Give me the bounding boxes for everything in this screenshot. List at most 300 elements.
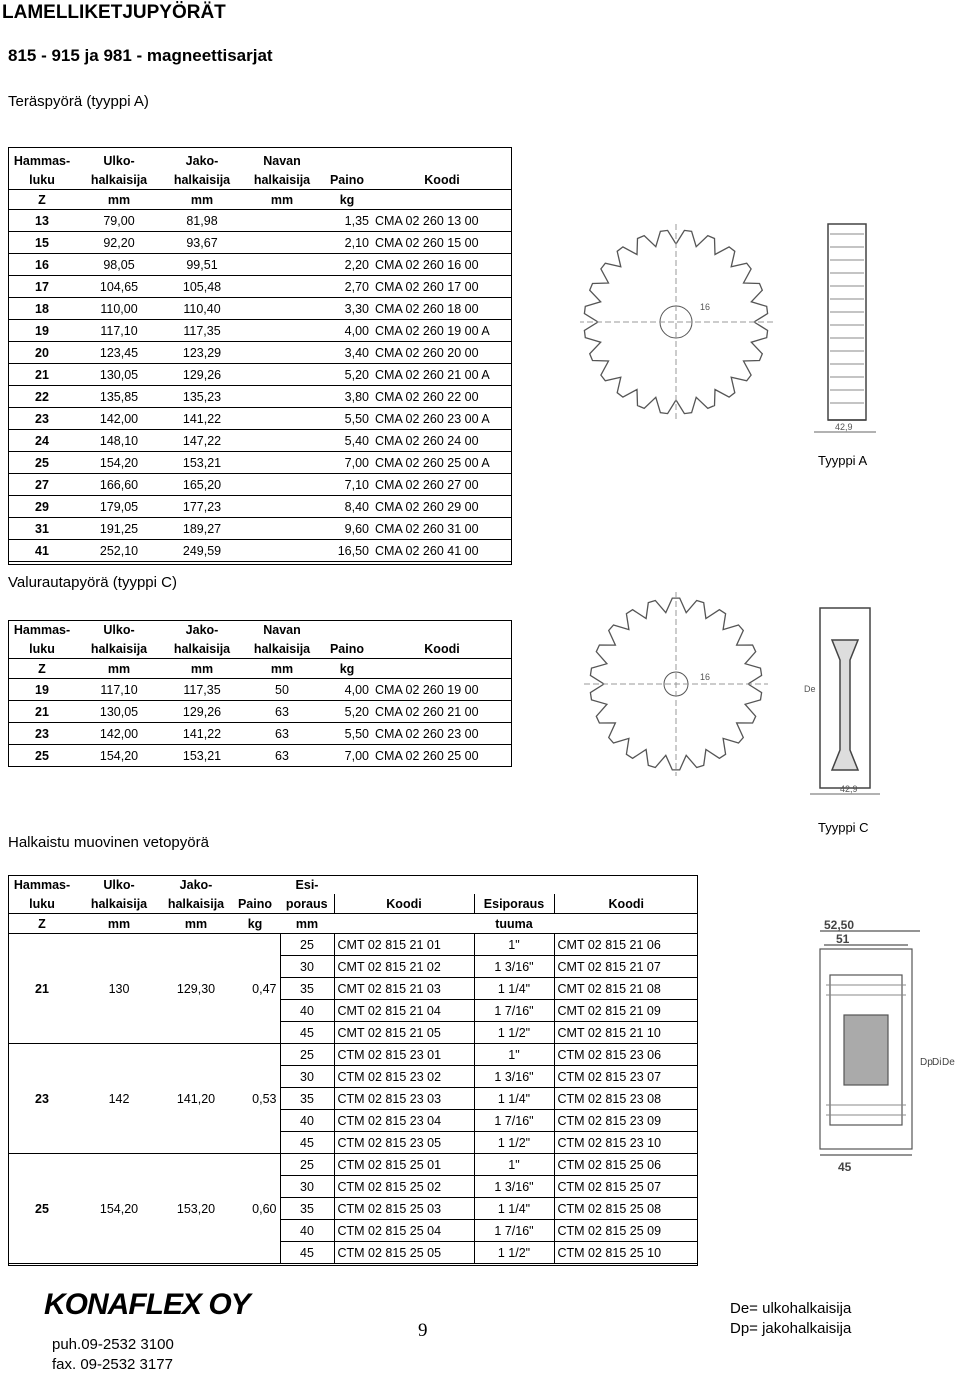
footer-phone: puh.09-2532 3100: [52, 1336, 174, 1353]
table-a-cell: CMA 02 260 16 00: [372, 254, 512, 276]
table-c-cell: 117,10: [76, 679, 162, 701]
table-c-cell: 23: [8, 723, 76, 745]
table-m-cell: CMT 02 815 21 06: [554, 934, 698, 956]
table-m-group-cell: 153,20: [162, 1154, 230, 1264]
table-m-cell: 45: [280, 1132, 334, 1154]
table-a-cell: 81,98: [162, 210, 242, 232]
table-m-cell: CMT 02 815 21 05: [334, 1022, 474, 1044]
drawing-m-dim-5: De: [942, 1057, 955, 1068]
table-a-cell: 25: [8, 452, 76, 474]
table-a-cell: 135,85: [76, 386, 162, 408]
table-row: [8, 679, 512, 701]
table-a-cell: 21: [8, 364, 76, 386]
sprocket-m-drawing: [780, 915, 955, 1215]
table-m-header-cell: halkaisija: [76, 894, 162, 914]
table-c-unit-cell: Z: [8, 659, 76, 679]
table-row: [8, 701, 512, 723]
table-m-unit-cell: mm: [162, 914, 230, 934]
table-c-cell: 63: [242, 701, 322, 723]
table-a-cell: 99,51: [162, 254, 242, 276]
table-c-header-cell: halkaisija: [242, 639, 322, 659]
table-m-cell: 1 3/16": [474, 1066, 554, 1088]
table-m-header-cell: Hammas-: [13, 877, 71, 892]
section-m-heading: Halkaistu muovinen vetopyörä: [8, 834, 209, 851]
table-m-header-row: [8, 894, 698, 914]
table-a-cell: 17: [8, 276, 76, 298]
drawing-c-dim-16: 16: [700, 672, 711, 682]
table-m-cell: CMT 02 815 21 01: [334, 934, 474, 956]
table-m-unit-cell: mm: [76, 914, 162, 934]
sprocket-c-side-view: [820, 608, 870, 788]
table-c-unit-cell: kg: [322, 659, 372, 679]
table-a-cell: 29: [8, 496, 76, 518]
table-c-cell: 63: [242, 745, 322, 767]
table-a-cell: 41: [8, 540, 76, 562]
table-m-units-row: [8, 914, 698, 934]
table-a-cell: CMA 02 260 29 00: [372, 496, 512, 518]
table-m-cell: 1 1/4": [474, 1198, 554, 1220]
table-m-cell: CTM 02 815 23 01: [334, 1044, 474, 1066]
table-a-cell: CMA 02 260 21 00 A: [372, 364, 512, 386]
table-a-cell: [242, 408, 322, 430]
table-row: [8, 934, 698, 956]
table-a-cell: 9,60: [322, 518, 372, 540]
table-a-cell: 93,67: [162, 232, 242, 254]
table-c-cell: CMA 02 260 25 00: [372, 745, 512, 767]
table-c-cell: 7,00: [322, 745, 372, 767]
table-m-cell: CMT 02 815 21 09: [554, 1000, 698, 1022]
drawing-a-dim-42: 42,9: [835, 422, 853, 432]
section-a-heading: Teräspyörä (tyyppi A): [8, 93, 149, 110]
table-c-cell: 5,20: [322, 701, 372, 723]
table-m-cell: CMT 02 815 21 04: [334, 1000, 474, 1022]
table-row: [8, 232, 512, 254]
drawing-a-label: Tyyppi A: [818, 453, 868, 468]
table-m-header-cell: [230, 875, 280, 894]
table-a-cell: 79,00: [76, 210, 162, 232]
table-a-cell: 166,60: [76, 474, 162, 496]
table-c-header-cell: Hammas-: [13, 622, 71, 637]
table-m-cell: 40: [280, 1000, 334, 1022]
table-a-cell: 3,30: [322, 298, 372, 320]
table-a-header-cell: halkaisija: [242, 170, 322, 190]
table-a-cell: 8,40: [322, 496, 372, 518]
table-row: [8, 320, 512, 342]
table-a-cell: [242, 232, 322, 254]
table-row: [8, 540, 512, 562]
table-m-unit-cell: Z: [8, 914, 76, 934]
drawing-m-dim-2: 45: [838, 1160, 852, 1174]
table-c-cell: 19: [8, 679, 76, 701]
table-a-header-row: [8, 151, 512, 170]
table-a-cell: CMA 02 260 25 00 A: [372, 452, 512, 474]
table-m-cell: 40: [280, 1110, 334, 1132]
drawing-a-dim-16: 16: [700, 302, 711, 312]
table-m-group-cell: 25: [8, 1154, 76, 1264]
table-row: [8, 496, 512, 518]
table-m-cell: CTM 02 815 23 05: [334, 1132, 474, 1154]
table-a-cell: 16,50: [322, 540, 372, 562]
table-m-header-cell: Jako-: [179, 877, 213, 892]
table-a-header-cell: luku: [8, 170, 76, 190]
table-a-cell: [242, 518, 322, 540]
table-a-cell: 24: [8, 430, 76, 452]
table-m-cell: 1 7/16": [474, 1110, 554, 1132]
table-row: [8, 298, 512, 320]
sprocket-a-wheel: [580, 224, 774, 420]
drawing-c-dim-42: 42,9: [840, 784, 858, 794]
table-row: [8, 342, 512, 364]
table-a-cell: CMA 02 260 31 00: [372, 518, 512, 540]
table-row: [8, 254, 512, 276]
table-m-cell: 1 1/4": [474, 1088, 554, 1110]
table-m-cell: 25: [280, 1154, 334, 1176]
table-m-header-cell: [334, 875, 474, 894]
table-m-header-cell: Esi-: [295, 877, 319, 892]
table-m-cell: CTM 02 815 23 03: [334, 1088, 474, 1110]
table-m-header-cell: Esiporaus: [474, 894, 554, 914]
table-m-cell: CMT 02 815 21 10: [554, 1022, 698, 1044]
table-row: [8, 452, 512, 474]
table-a-cell: 130,05: [76, 364, 162, 386]
table-a-cell: [242, 210, 322, 232]
table-a-header-cell: Hammas-: [13, 153, 71, 168]
table-row: [8, 518, 512, 540]
table-m-cell: CMT 02 815 21 03: [334, 978, 474, 1000]
table-a-cell: 22: [8, 386, 76, 408]
drawing-m-dim-0: 52,50: [824, 918, 855, 932]
table-m-group-cell: 23: [8, 1044, 76, 1154]
table-c-cell: 5,50: [322, 723, 372, 745]
table-row: [8, 408, 512, 430]
table-a-cell: 1,35: [322, 210, 372, 232]
table-m-cell: CTM 02 815 25 09: [554, 1220, 698, 1242]
table-a-cell: CMA 02 260 23 00 A: [372, 408, 512, 430]
table-m-cell: CMT 02 815 21 08: [554, 978, 698, 1000]
table-c-header-cell: halkaisija: [76, 639, 162, 659]
table-m-header-cell: Koodi: [554, 894, 698, 914]
table-m-cell: 30: [280, 1176, 334, 1198]
table-m-cell: CTM 02 815 23 04: [334, 1110, 474, 1132]
table-c-header-cell: Koodi: [372, 639, 512, 659]
table-a-header-row: [8, 170, 512, 190]
table-m-unit-cell: [334, 914, 474, 934]
table-a-units-row: [8, 190, 512, 210]
table-a-cell: 117,35: [162, 320, 242, 342]
table-a-cell: 31: [8, 518, 76, 540]
table-c: [8, 620, 512, 767]
table-c-cell: 4,00: [322, 679, 372, 701]
table-a-unit-cell: mm: [76, 190, 162, 210]
table-m-header-cell: Koodi: [334, 894, 474, 914]
table-a-cell: 5,40: [322, 430, 372, 452]
table-m-cell: 40: [280, 1220, 334, 1242]
table-a-cell: 2,70: [322, 276, 372, 298]
table-c-cell: 129,26: [162, 701, 242, 723]
table-a-cell: 5,50: [322, 408, 372, 430]
table-a-unit-cell: kg: [322, 190, 372, 210]
table-a-cell: [242, 364, 322, 386]
table-m-cell: CMT 02 815 21 02: [334, 956, 474, 978]
table-m-cell: 35: [280, 1088, 334, 1110]
table-row: [8, 386, 512, 408]
table-m-cell: CTM 02 815 25 04: [334, 1220, 474, 1242]
table-m-unit-cell: kg: [230, 914, 280, 934]
table-a-cell: 249,59: [162, 540, 242, 562]
table-c-cell: 21: [8, 701, 76, 723]
sprocket-a-side-view: [828, 224, 866, 420]
table-m-cell: 25: [280, 1044, 334, 1066]
table-m-cell: CTM 02 815 23 02: [334, 1066, 474, 1088]
table-m-group-cell: 142: [76, 1044, 162, 1154]
table-m-group-cell: 141,20: [162, 1044, 230, 1154]
table-a-cell: 252,10: [76, 540, 162, 562]
table-a-cell: 92,20: [76, 232, 162, 254]
table-a-cell: [242, 386, 322, 408]
table-m-header-cell: Ulko-: [103, 877, 135, 892]
table-m-header-cell: luku: [8, 894, 76, 914]
table-a-unit-cell: mm: [162, 190, 242, 210]
table-a-cell: 153,21: [162, 452, 242, 474]
table-a-header-cell: Navan: [263, 153, 301, 168]
table-m-cell: 1": [474, 934, 554, 956]
table-m-cell: CTM 02 815 25 10: [554, 1242, 698, 1264]
table-a-cell: 148,10: [76, 430, 162, 452]
table-a-cell: 98,05: [76, 254, 162, 276]
table-a-cell: 13: [8, 210, 76, 232]
table-row: [8, 474, 512, 496]
table-a-cell: 191,25: [76, 518, 162, 540]
table-a-cell: 19: [8, 320, 76, 342]
table-c-cell: 50: [242, 679, 322, 701]
company-logo: KONAFLEX OY: [44, 1288, 250, 1321]
table-c-header-cell: Navan: [263, 622, 301, 637]
table-c-header-cell: luku: [8, 639, 76, 659]
table-c-cell: 25: [8, 745, 76, 767]
sprocket-c-wheel: [584, 592, 768, 776]
table-row: [8, 723, 512, 745]
table-c-cell: CMA 02 260 19 00: [372, 679, 512, 701]
table-a-cell: [242, 452, 322, 474]
section-c-heading: Valurautapyörä (tyyppi C): [8, 574, 177, 591]
table-m-cell: 1 1/2": [474, 1242, 554, 1264]
table-a: [8, 151, 512, 562]
table-c-cell: 63: [242, 723, 322, 745]
table-a-cell: CMA 02 260 18 00: [372, 298, 512, 320]
table-c-cell: 117,35: [162, 679, 242, 701]
table-a-cell: 2,10: [322, 232, 372, 254]
table-a-unit-cell: mm: [242, 190, 322, 210]
table-a-header-cell: Koodi: [372, 170, 512, 190]
table-row: [8, 745, 512, 767]
table-a-cell: CMA 02 260 20 00: [372, 342, 512, 364]
table-m-group-cell: 129,30: [162, 934, 230, 1044]
table-row: [8, 1044, 698, 1066]
table-m-unit-cell: tuuma: [474, 914, 554, 934]
table-a-cell: 4,00: [322, 320, 372, 342]
table-row: [8, 430, 512, 452]
page-title: LAMELLIKETJUPYÖRÄT: [2, 2, 226, 23]
table-a-header-cell: halkaisija: [162, 170, 242, 190]
table-m-cell: 1": [474, 1044, 554, 1066]
table-row: [8, 276, 512, 298]
table-c-unit-cell: mm: [76, 659, 162, 679]
table-a-header-cell: Ulko-: [103, 153, 135, 168]
table-a-cell: 123,45: [76, 342, 162, 364]
table-c-cell: 154,20: [76, 745, 162, 767]
table-m-cell: 30: [280, 1066, 334, 1088]
table-a-cell: 141,22: [162, 408, 242, 430]
table-m-cell: CTM 02 815 23 06: [554, 1044, 698, 1066]
table-a-cell: CMA 02 260 22 00: [372, 386, 512, 408]
drawing-c-label: Tyyppi C: [818, 820, 869, 835]
table-a-cell: 147,22: [162, 430, 242, 452]
table-c-unit-cell: mm: [242, 659, 322, 679]
table-a-cell: 2,20: [322, 254, 372, 276]
table-m-header-cell: [554, 875, 698, 894]
table-a-cell: 7,00: [322, 452, 372, 474]
table-a-cell: [242, 474, 322, 496]
table-m-cell: CTM 02 815 25 01: [334, 1154, 474, 1176]
table-a-cell: 3,40: [322, 342, 372, 364]
legend-dp: Dp= jakohalkaisija: [730, 1320, 852, 1337]
table-a-cell: CMA 02 260 15 00: [372, 232, 512, 254]
table-m-cell: 35: [280, 1198, 334, 1220]
table-m-cell: CTM 02 815 25 03: [334, 1198, 474, 1220]
table-a-cell: 105,48: [162, 276, 242, 298]
table-a-cell: 20: [8, 342, 76, 364]
table-m-cell: CMT 02 815 21 07: [554, 956, 698, 978]
table-m-cell: 30: [280, 956, 334, 978]
table-a-cell: 179,05: [76, 496, 162, 518]
table-m-header-row: [8, 875, 698, 894]
table-a-header-cell: halkaisija: [76, 170, 162, 190]
table-c-cell: CMA 02 260 21 00: [372, 701, 512, 723]
table-a-cell: 135,23: [162, 386, 242, 408]
table-a-cell: 16: [8, 254, 76, 276]
table-m-cell: 35: [280, 978, 334, 1000]
page-subtitle: 815 - 915 ja 981 - magneettisarjat: [8, 46, 273, 65]
table-row: [8, 1154, 698, 1176]
table-row: [8, 364, 512, 386]
table-m-header-cell: Paino: [230, 894, 280, 914]
table-m-cell: CTM 02 815 25 07: [554, 1176, 698, 1198]
table-a-cell: [242, 342, 322, 364]
table-c-header-cell: [322, 620, 372, 639]
table-a-cell: [242, 430, 322, 452]
table-m-cell: 45: [280, 1242, 334, 1264]
table-a-cell: [242, 540, 322, 562]
table-a-cell: [242, 276, 322, 298]
table-c-header-cell: [372, 620, 512, 639]
table-a-cell: 117,10: [76, 320, 162, 342]
table-m-cell: 1 1/2": [474, 1132, 554, 1154]
table-a-cell: 165,20: [162, 474, 242, 496]
table-a-cell: 177,23: [162, 496, 242, 518]
table-a-cell: 104,65: [76, 276, 162, 298]
table-a-cell: CMA 02 260 41 00: [372, 540, 512, 562]
table-c-cell: 141,22: [162, 723, 242, 745]
table-a-cell: 154,20: [76, 452, 162, 474]
table-c-unit-cell: mm: [162, 659, 242, 679]
table-a-cell: 123,29: [162, 342, 242, 364]
table-a-unit-cell: Z: [8, 190, 76, 210]
table-m-cell: CTM 02 815 23 07: [554, 1066, 698, 1088]
table-a-cell: [242, 320, 322, 342]
table-a-cell: CMA 02 260 17 00: [372, 276, 512, 298]
table-c-header-cell: Paino: [322, 639, 372, 659]
table-c-header-cell: Jako-: [185, 622, 219, 637]
table-a-header-cell: [372, 151, 512, 170]
footer-fax: fax. 09-2532 3177: [52, 1356, 173, 1373]
page-number: 9: [418, 1320, 428, 1341]
table-m-cell: CTM 02 815 23 10: [554, 1132, 698, 1154]
table-m-cell: CTM 02 815 23 08: [554, 1088, 698, 1110]
table-a-cell: [242, 254, 322, 276]
table-a-cell: CMA 02 260 19 00 A: [372, 320, 512, 342]
table-a-header-cell: Paino: [322, 170, 372, 190]
table-a-cell: [242, 298, 322, 320]
table-a-cell: CMA 02 260 27 00: [372, 474, 512, 496]
table-m-cell: CTM 02 815 25 05: [334, 1242, 474, 1264]
table-a-cell: 7,10: [322, 474, 372, 496]
table-m-cell: CTM 02 815 25 02: [334, 1176, 474, 1198]
table-c-cell: CMA 02 260 23 00: [372, 723, 512, 745]
drawing-m-dim-3: Dp: [920, 1057, 933, 1068]
table-c-units-row: [8, 659, 512, 679]
table-c-unit-cell: [372, 659, 512, 679]
table-c-header-row: [8, 620, 512, 639]
table-m-header-cell: poraus: [280, 894, 334, 914]
table-c-cell: 153,21: [162, 745, 242, 767]
table-a-cell: 15: [8, 232, 76, 254]
sprocket-c-drawing: [580, 580, 890, 810]
table-c-header-cell: Ulko-: [103, 622, 135, 637]
table-a-header-cell: Jako-: [185, 153, 219, 168]
table-m-cell: 25: [280, 934, 334, 956]
table-m-group-cell: 0,60: [230, 1154, 280, 1264]
table-m-cell: 1 3/16": [474, 1176, 554, 1198]
table-m-group-cell: 154,20: [76, 1154, 162, 1264]
table-m-cell: 1 7/16": [474, 1220, 554, 1242]
table-a-cell: [242, 496, 322, 518]
table-a-header-cell: [322, 151, 372, 170]
table-a-cell: 129,26: [162, 364, 242, 386]
table-m-group-cell: 130: [76, 934, 162, 1044]
table-m-cell: 1 1/2": [474, 1022, 554, 1044]
table-m-cell: 1 7/16": [474, 1000, 554, 1022]
table-c-header-row: [8, 639, 512, 659]
table-m-cell: 1 1/4": [474, 978, 554, 1000]
table-m-header-cell: halkaisija: [162, 894, 230, 914]
table-m-cell: 1 3/16": [474, 956, 554, 978]
table-m-group-cell: 0,47: [230, 934, 280, 1044]
table-c-cell: 142,00: [76, 723, 162, 745]
table-m-group-cell: 21: [8, 934, 76, 1044]
table-a-unit-cell: [372, 190, 512, 210]
table-c-cell: 130,05: [76, 701, 162, 723]
drawing-m-dim-1: 51: [836, 932, 850, 946]
sprocket-a-drawing: [580, 190, 890, 480]
table-a-cell: 18: [8, 298, 76, 320]
table-a-cell: 142,00: [76, 408, 162, 430]
table-a-cell: 23: [8, 408, 76, 430]
legend-de: De= ulkohalkaisija: [730, 1300, 852, 1317]
table-a-cell: 110,00: [76, 298, 162, 320]
table-a-cell: 110,40: [162, 298, 242, 320]
table-m-cell: CTM 02 815 23 09: [554, 1110, 698, 1132]
table-a-cell: CMA 02 260 24 00: [372, 430, 512, 452]
